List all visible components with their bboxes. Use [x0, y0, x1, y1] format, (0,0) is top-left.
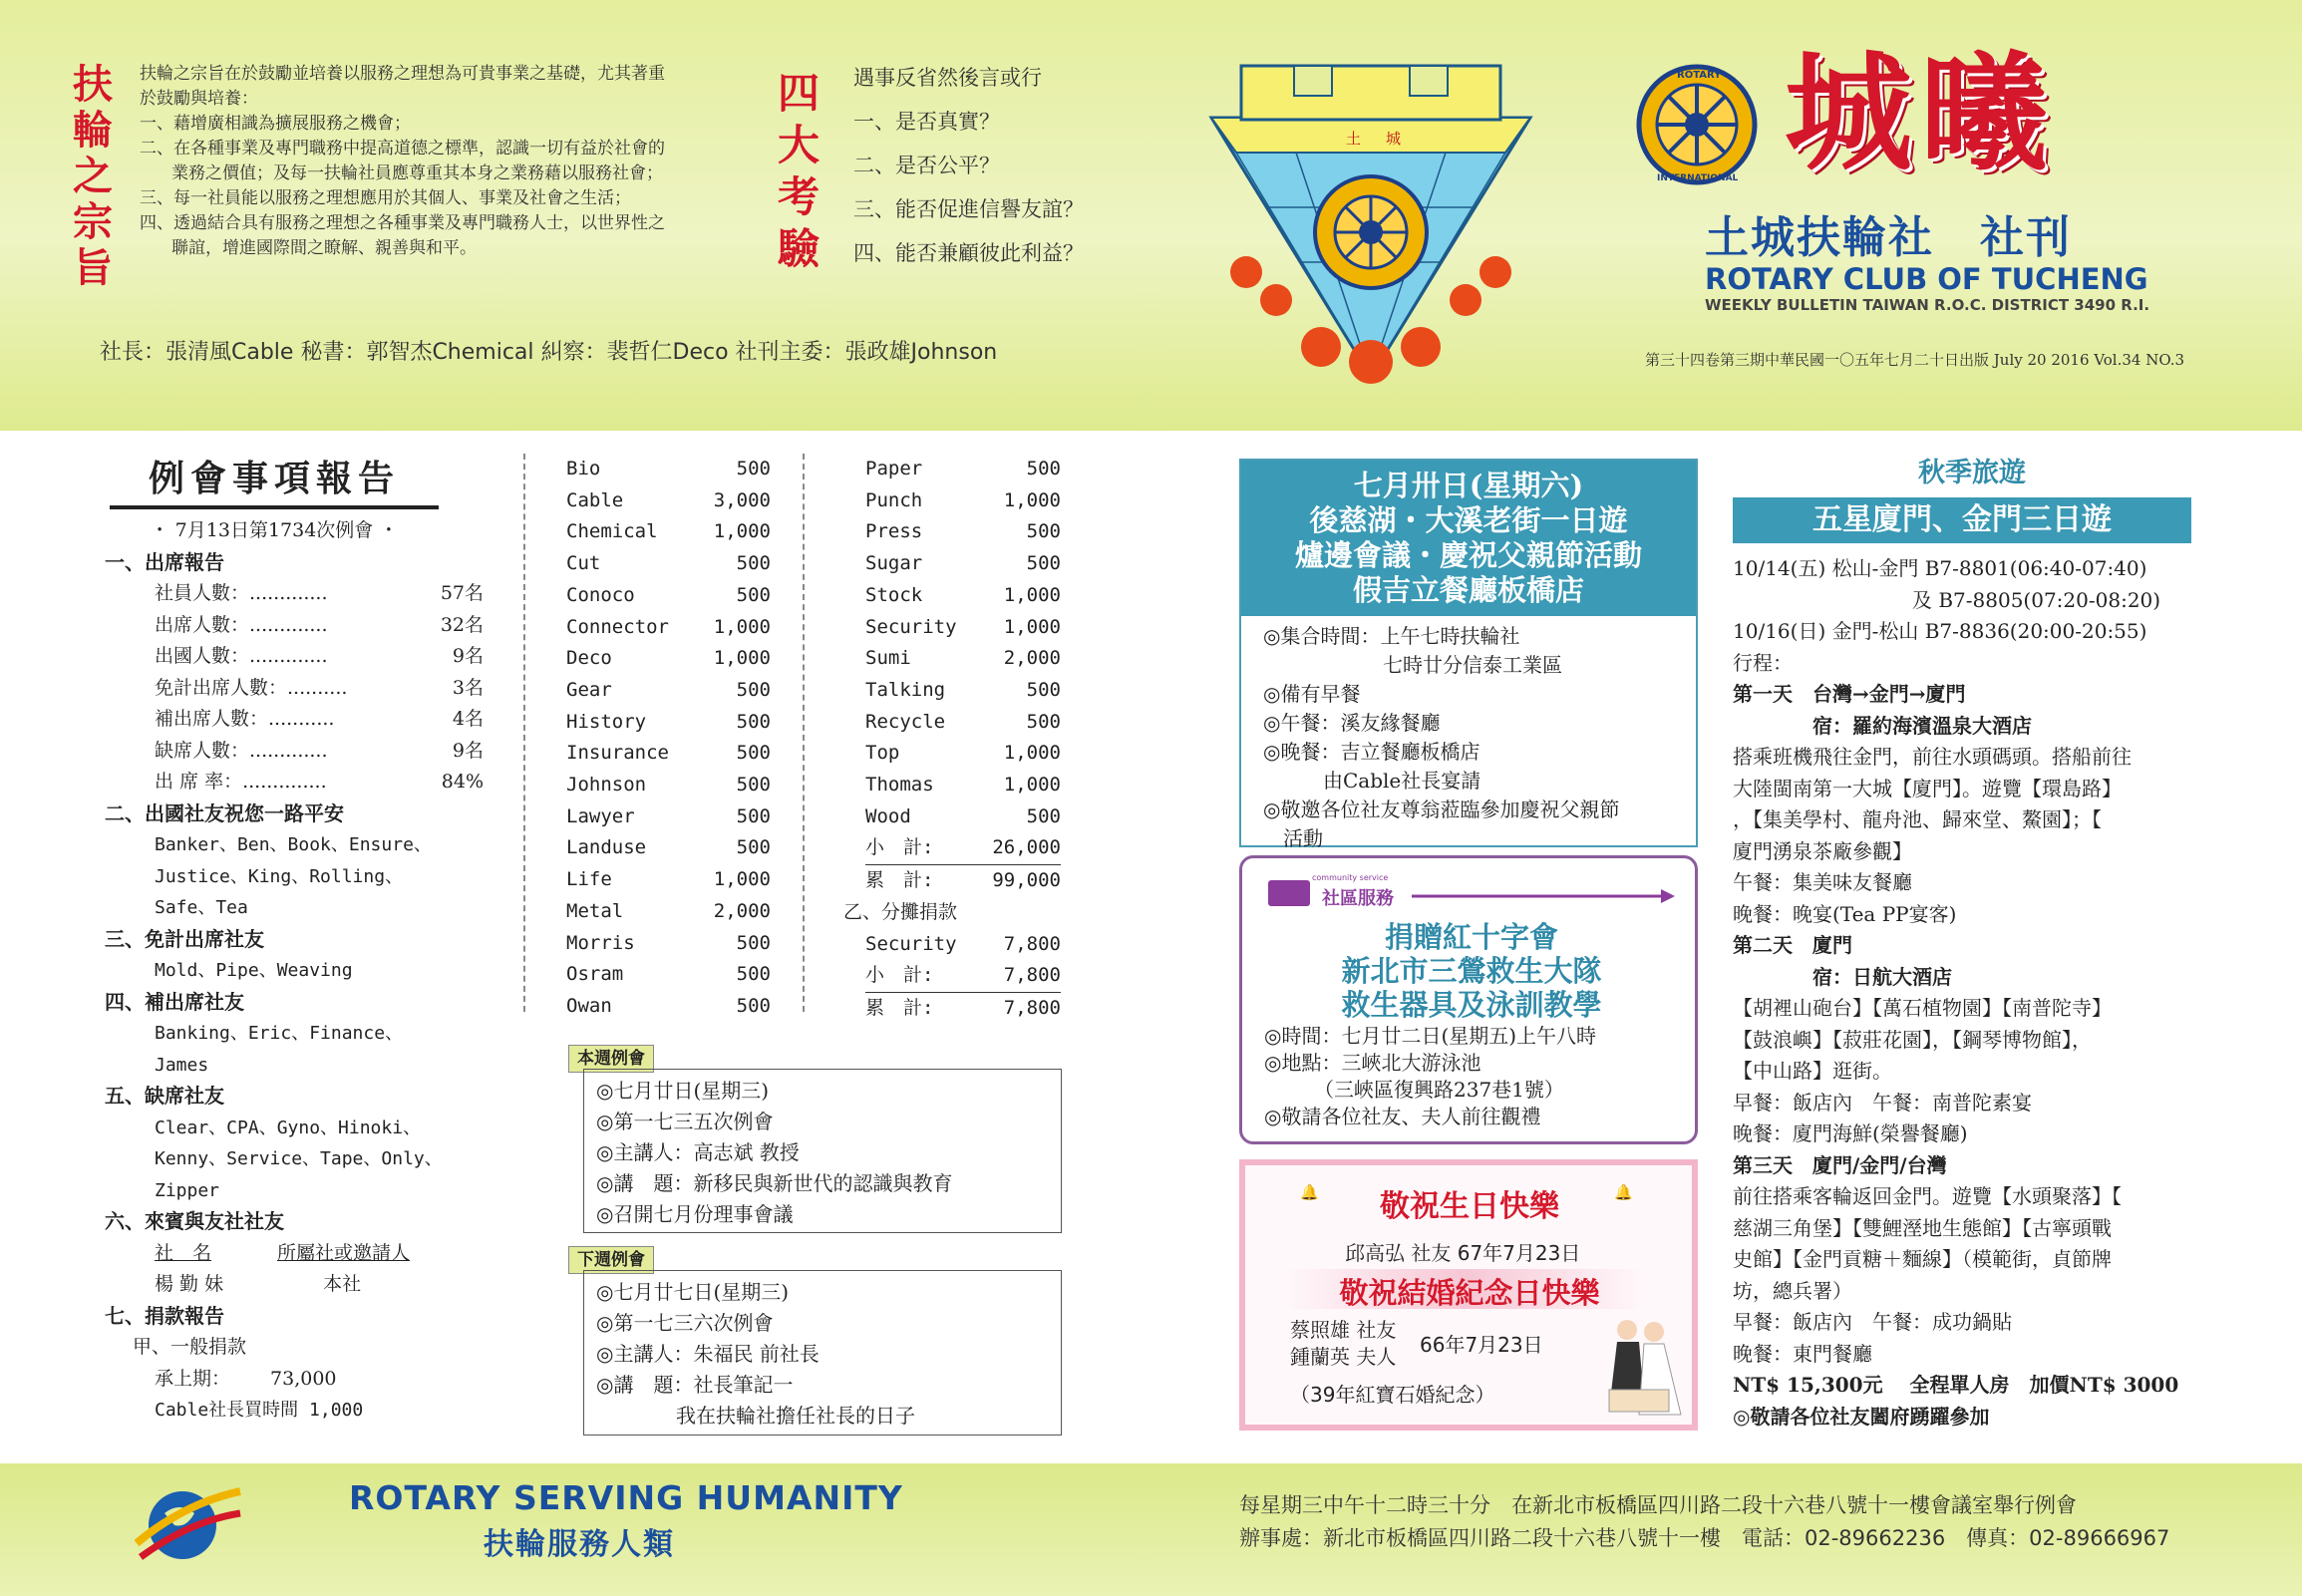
autumn-trip	[1733, 454, 2211, 1433]
donor-name: Life	[566, 868, 612, 891]
donation-row	[566, 738, 771, 770]
wedding-date: 66年7月23日	[1420, 1333, 1543, 1357]
trip-details	[1241, 616, 1696, 859]
donor-name: Top	[865, 742, 900, 765]
aims-title: 扶輪之宗旨	[73, 62, 113, 291]
attendance-label: 社員人數：.............	[155, 582, 328, 604]
donor-amount: 500	[1026, 552, 1061, 575]
meeting-place: 每星期三中午十二時三十分 在新北市板橋區四川路二段十六巷八號十一樓會議室舉行例會	[1239, 1493, 2077, 1517]
itinerary-line: 大陸閩南第一大城【廈門】。遊覽【環島路】	[1733, 776, 2122, 800]
donation-row	[566, 770, 771, 801]
aims-line: 四、透過結合具有服務之理想之各種事業及專門職務人士，以世界性之	[140, 213, 665, 233]
donation-row	[865, 770, 1061, 801]
attendance-label: 出 席 率：..............	[155, 771, 327, 793]
rotary-wheel-logo	[1635, 45, 1760, 194]
member-names: Mold、Pipe、Weaving	[155, 960, 353, 981]
attendance-value: 32名	[440, 613, 484, 636]
aims-line: 二、在各種事業及專門職務中提高道德之標準，認識一切有益於社會的	[140, 139, 665, 159]
donor-name: Paper	[865, 458, 923, 479]
attendance-row	[105, 673, 484, 705]
itinerary-line: 【胡裡山砲台】【萬石植物園】【南普陀寺】	[1733, 996, 2112, 1020]
donation-row	[566, 580, 771, 612]
community-service-box	[1239, 855, 1698, 1144]
donor-amount: 1,000	[713, 520, 771, 543]
itinerary-line: 10/14(五) 松山-金門 B7-8801(06:40-07:40)	[1733, 556, 2147, 580]
donation-list	[566, 454, 771, 1023]
donor-amount: 1,000	[1003, 583, 1061, 606]
attendance-label: 出席人數：.............	[155, 613, 328, 636]
donation-type: 乙、分攤捐款	[843, 900, 958, 923]
itinerary-line: 早餐：飯店內 午餐：南普陀素宴	[1733, 1090, 2032, 1115]
service-line: （三峽區復興路237巷1號）	[1264, 1078, 1564, 1102]
donor-amount: 500	[1026, 678, 1061, 701]
donor-name: Lawyer	[566, 804, 635, 827]
itinerary-line: 搭乘班機飛往金門，前往水頭碼頭。搭船前往	[1733, 745, 2132, 769]
meeting-report	[105, 454, 484, 1427]
donor-amount: 500	[736, 678, 771, 701]
section-heading: 四、補出席社友	[105, 989, 244, 1014]
donor-amount: 1,000	[713, 868, 771, 891]
donation-row	[566, 454, 771, 485]
donor-name: Metal	[566, 899, 624, 922]
donor-amount: 500	[1026, 458, 1061, 479]
donation-row	[566, 801, 771, 833]
donor-name: Gear	[566, 678, 612, 701]
donor-amount: 500	[736, 552, 771, 575]
donor-amount: 1,000	[1003, 488, 1061, 511]
donor-name: Morris	[566, 931, 635, 954]
donor-amount: 2,000	[713, 899, 771, 922]
service-line: ◎時間：七月廿二日(星期五)上午八時	[1264, 1024, 1597, 1048]
itinerary-line: 宿：羅約海濱溫泉大酒店	[1733, 713, 2032, 738]
donation-rows	[865, 454, 1061, 832]
service-title-line: 新北市三鶯救生大隊	[1341, 954, 1602, 988]
itinerary-line: 第一天 台灣→金門→廈門	[1733, 682, 1966, 706]
donor-name: Insurance	[566, 742, 669, 765]
guest-name: 楊 勤 妹	[155, 1273, 224, 1295]
donor-amount: 500	[1026, 520, 1061, 543]
donor-name: Thomas	[865, 774, 934, 797]
donor-amount: 1,000	[1003, 615, 1061, 638]
service-title	[1262, 920, 1681, 1022]
attendance-list	[105, 578, 484, 798]
itinerary	[1733, 553, 2211, 1433]
donor-name: Connector	[566, 615, 669, 638]
service-line: ◎敬請各位社友、夫人前往觀禮	[1264, 1105, 1541, 1128]
wedding-title: 敬祝結婚紀念日快樂	[1339, 1276, 1600, 1310]
donation-row	[566, 959, 771, 991]
section-heading: 二、出國社友祝您一路平安	[105, 800, 344, 825]
itinerary-line: 第三天 廈門/金門/台灣	[1733, 1152, 1947, 1177]
member-names: Banking、Eric、Finance、	[155, 1023, 404, 1044]
total-label: 累 計:	[865, 869, 934, 892]
attendance-value: 3名	[452, 676, 484, 699]
test-item: 四、能否兼顧彼此利益？	[853, 241, 1084, 265]
itinerary-line: 廈門湧泉茶廠參觀】	[1733, 838, 1912, 863]
guest-club: 本社	[323, 1273, 362, 1295]
itinerary-line: 坊，總兵署）	[1733, 1278, 1852, 1303]
aims-list	[140, 62, 728, 261]
donation-row	[865, 643, 1061, 675]
donor-name: Sumi	[865, 647, 911, 670]
wedding-note: （39年紅寶石婚紀念）	[1290, 1383, 1495, 1407]
itinerary-line: 慈湖三角堡】【雙鯉溼地生態館】【古寧頭戰	[1733, 1215, 2112, 1240]
club-name-zh: 土城扶輪社 社刊	[1705, 212, 2072, 263]
autumn-title: 秋季旅遊	[1918, 458, 2026, 488]
donor-amount: 500	[736, 804, 771, 827]
donor-name: Cable	[566, 488, 624, 511]
brand-title: 城曦	[1785, 40, 2057, 188]
guest-row	[105, 1269, 484, 1301]
wedding-name: 鍾蘭英 夫人	[1290, 1345, 1397, 1369]
celebration-box	[1239, 1159, 1698, 1431]
member-names: Zipper	[155, 1179, 220, 1201]
total-value: 99,000	[992, 869, 1061, 892]
donor-name: Wood	[865, 804, 911, 827]
trip-heading-line: 後慈湖・大溪老街一日遊	[1309, 503, 1628, 537]
this-week-line: ◎第一七三五次例會	[596, 1110, 774, 1133]
aims-line: 於鼓勵與培養：	[140, 89, 258, 109]
donation-row	[865, 516, 1061, 548]
donation-row	[566, 675, 771, 707]
donation-row	[865, 929, 1061, 961]
donor-amount: 500	[736, 836, 771, 859]
service-title-line: 捐贈紅十字會	[1384, 920, 1558, 954]
footer-slogan-en: ROTARY SERVING HUMANITY	[349, 1478, 903, 1517]
attendance-value: 84%	[441, 771, 484, 793]
total-label: 累 計:	[865, 996, 934, 1019]
section-heading: 六、來賓與友社社友	[105, 1209, 284, 1233]
donor-amount: 500	[736, 963, 771, 986]
guest-col-club: 所屬社或邀請人	[277, 1241, 411, 1264]
tests-intro: 遇事反省然後言或行	[853, 66, 1042, 90]
total-row	[865, 865, 1061, 897]
donor-amount: 500	[736, 458, 771, 479]
member-names: James	[155, 1054, 209, 1076]
donation-type: 甲、一般捐款	[133, 1336, 247, 1358]
next-week-line: ◎主講人：朱福民 前社長	[596, 1342, 820, 1366]
four-way-test	[853, 62, 1152, 269]
birthday-title: 敬祝生日快樂	[1380, 1189, 1559, 1224]
total-row	[865, 993, 1061, 1025]
donor-amount: 1,000	[1003, 742, 1061, 765]
tests-title: 四大考驗	[777, 69, 820, 273]
donor-name: Punch	[865, 488, 923, 511]
itinerary-line: 行程：	[1733, 650, 1793, 675]
donation-row	[566, 991, 771, 1023]
trip-line: ◎集合時間：上午七時扶輪社	[1263, 624, 1520, 648]
aims-line: 業務之價值；及每一扶輪社員應尊重其本身之業務藉以服務社會；	[171, 163, 663, 183]
badge-text: 社區服務	[1322, 888, 1394, 909]
itinerary-line: 及 B7-8805(07:20-08:20)	[1733, 587, 2161, 612]
this-week-box	[583, 1069, 1062, 1233]
wedding-couple-icon	[1599, 1310, 1684, 1420]
donation-row	[566, 864, 771, 896]
itinerary-line: 宿：日航大酒店	[1733, 964, 1952, 989]
bell-icon: 🔔	[1614, 1183, 1633, 1201]
member-names: Kenny、Service、Tape、Only、	[155, 1148, 443, 1169]
itinerary-line: 晚餐：晚宴(Tea PP宴客)	[1733, 901, 1957, 926]
donation-line: Cable社長買時間 1,000	[155, 1400, 364, 1421]
publication-info: 第三十四卷第三期中華民國一〇五年七月二十日出版 July 20 2016 Vol.34 NO.3	[1645, 351, 2185, 369]
emblem-char: 城	[1386, 130, 1402, 148]
section-heading: 三、免計出席社友	[105, 926, 264, 951]
donor-amount: 7,800	[1003, 932, 1061, 955]
attendance-row	[105, 736, 484, 768]
donation-row	[566, 548, 771, 580]
test-item: 一、是否真實？	[853, 110, 1000, 134]
brand-area	[1635, 40, 2283, 384]
attendance-label: 免計出席人數：..........	[155, 676, 348, 699]
attendance-row	[105, 578, 484, 610]
donor-amount: 3,000	[713, 488, 771, 511]
aims-line: 三、每一社員能以服務之理想應用於其個人、事業及社會之生活；	[140, 188, 631, 208]
donor-name: Sugar	[865, 552, 923, 575]
itinerary-line: 【鼓浪嶼】【菽莊花園】，【鋼琴博物館】，	[1733, 1027, 2092, 1052]
itinerary-line: ◎敬請各位社友闔府踴躍參加	[1733, 1404, 1990, 1429]
donation-row	[865, 707, 1061, 739]
itinerary-line: NT$ 15,300元 全程單人房 加價NT$ 3000	[1733, 1373, 2179, 1397]
badge-en: community service	[1312, 873, 1389, 882]
donor-amount: 1,000	[713, 615, 771, 638]
carry-over-row	[105, 1364, 484, 1396]
this-week-line: ◎召開七月份理事會議	[596, 1202, 794, 1226]
emblem-char: 土	[1346, 130, 1362, 148]
trip-heading	[1241, 461, 1696, 616]
next-week-line: 我在扶輪社擔任社長的日子	[596, 1404, 915, 1428]
donation-row	[865, 675, 1061, 707]
subtotal-row	[865, 832, 1061, 865]
attendance-row	[105, 767, 484, 798]
donor-amount: 500	[1026, 804, 1061, 827]
attendance-value: 9名	[452, 645, 484, 667]
itinerary-line: 晚餐：廈門海鮮(榮譽餐廳)	[1733, 1121, 1968, 1145]
subtotal-value: 26,000	[992, 836, 1061, 859]
total-value: 7,800	[1003, 996, 1061, 1019]
donor-name: Security	[865, 615, 957, 638]
next-week-line: ◎第一七三六次例會	[596, 1311, 774, 1335]
section-heading: 一、出席報告	[105, 549, 224, 574]
donor-amount: 500	[736, 994, 771, 1017]
itinerary-line: 第二天 廈門	[1733, 933, 1852, 957]
donor-name: Deco	[566, 647, 612, 670]
member-names: Justice、King、Rolling、	[155, 865, 404, 887]
carry-value: 73,000	[270, 1367, 337, 1390]
donation-row	[566, 707, 771, 739]
donor-amount: 500	[1026, 710, 1061, 733]
donor-name: Security	[865, 932, 957, 955]
column-divider	[803, 454, 805, 1012]
donor-amount: 1,000	[713, 647, 771, 670]
donor-name: Stock	[865, 583, 923, 606]
donation-row	[566, 928, 771, 960]
section-heading: 七、捐款報告	[105, 1303, 224, 1328]
donation-row	[566, 612, 771, 644]
bell-icon: 🔔	[1300, 1183, 1319, 1201]
birthday-line: 邱高弘 社友 67年7月23日	[1345, 1241, 1581, 1265]
trip-line: ◎備有早餐	[1263, 682, 1361, 706]
next-week-tag: 下週例會	[568, 1246, 654, 1274]
donation-row	[566, 485, 771, 517]
itinerary-line: 前往搭乘客輪返回金門。遊覽【水頭聚落】【	[1733, 1184, 2122, 1208]
donation-row	[865, 580, 1061, 612]
member-names: Banker、Ben、Book、Ensure、	[155, 834, 432, 855]
donor-amount: 1,000	[1003, 774, 1061, 797]
itinerary-line: 午餐：集美味友餐廳	[1733, 870, 1912, 894]
trip-line: 七時廿分信泰工業區	[1263, 653, 1562, 677]
subtotal-label: 小 計:	[865, 964, 934, 987]
aims-line: 聯誼，增進國際間之瞭解、親善與和平。	[171, 238, 477, 258]
itinerary-line: 【中山路】逛街。	[1733, 1059, 1892, 1083]
attendance-value: 4名	[452, 708, 484, 730]
footer-slogan-zh: 扶輪服務人類	[484, 1527, 675, 1562]
trip-heading-line: 假吉立餐廳板橋店	[1352, 573, 1584, 607]
donation-row	[566, 896, 771, 928]
fathers-day-trip-box	[1239, 459, 1698, 850]
this-week-tag: 本週例會	[568, 1045, 654, 1073]
trip-line: 由Cable社長宴請	[1263, 769, 1481, 793]
donor-amount: 500	[736, 583, 771, 606]
club-name-en: ROTARY CLUB OF TUCHENG	[1705, 262, 2148, 296]
report-title: 例會事項報告	[110, 454, 439, 509]
officers-line: 社長：張清風Cable 秘書：郭智杰Chemical 糾察：裴哲仁Deco 社刊主委：張政雄Johnson	[100, 340, 998, 365]
member-names: Safe、Tea	[155, 897, 248, 918]
itinerary-line: ，【集美學村、龍舟池、歸來堂、鰲園】；【	[1733, 807, 2102, 831]
donor-name: Conoco	[566, 583, 635, 606]
castle-diamond-emblem	[1206, 58, 1535, 387]
donor-name: History	[566, 710, 647, 733]
itinerary-line: 晚餐：東門餐廳	[1733, 1341, 1872, 1366]
donation-row	[566, 516, 771, 548]
next-week-box	[583, 1270, 1062, 1436]
guest-table-header	[105, 1238, 484, 1270]
service-title-line: 救生器具及泳訓教學	[1341, 988, 1602, 1022]
donor-amount: 2,000	[1003, 647, 1061, 670]
donor-name: Cut	[566, 552, 601, 575]
this-week-line: ◎講 題：新移民與新世代的認識與教育	[596, 1171, 953, 1195]
donation-row	[865, 454, 1061, 485]
trip-heading-line: 爐邊會議・慶祝父親節活動	[1294, 538, 1642, 572]
donation-row	[865, 485, 1061, 517]
donation-row	[865, 738, 1061, 770]
office-contact: 辦事處：新北市板橋區四川路二段十六巷八號十一樓 電話：02-89662236 傳真：02-89666967	[1239, 1526, 2170, 1550]
donor-name: Recycle	[865, 710, 946, 733]
donor-name: Johnson	[566, 774, 647, 797]
aims-line: 一、藉增廣相識為擴展服務之機會；	[140, 114, 411, 134]
donor-amount: 500	[736, 774, 771, 797]
this-week-line: ◎主講人：高志斌 教授	[596, 1140, 800, 1164]
trip-heading-line: 七月卅日(星期六)	[1353, 469, 1584, 502]
column-divider	[523, 454, 525, 1012]
club-sub-en: WEEKLY BULLETIN TAIWAN R.O.C. DISTRICT 3490 R.I.	[1705, 296, 2150, 314]
meeting-number: ・ 7月13日第1734次例會 ・	[150, 519, 399, 541]
itinerary-line: 早餐：飯店內 午餐：成功鍋貼	[1733, 1310, 2012, 1334]
section-heading: 五、缺席社友	[105, 1084, 224, 1108]
donor-amount: 500	[736, 931, 771, 954]
autumn-subtitle: 五星廈門、金門三日遊	[1733, 497, 2191, 543]
test-item: 三、能否促進信譽友誼？	[853, 197, 1084, 221]
donation-row	[865, 801, 1061, 833]
member-names: Clear、CPA、Gyno、Hinoki、	[155, 1117, 422, 1138]
wedding-names	[1290, 1317, 1396, 1371]
community-service-banner	[1262, 866, 1681, 916]
trip-line: ◎午餐：溪友緣餐廳	[1263, 711, 1441, 735]
this-week-line: ◎七月廿日(星期三)	[596, 1079, 770, 1103]
attendance-row	[105, 704, 484, 736]
subtotal-row	[865, 960, 1061, 993]
logo-ring-text: INTERNATIONAL	[1657, 173, 1739, 183]
next-week-line: ◎講 題：社長筆記一	[596, 1373, 794, 1397]
trip-line: 活動	[1263, 826, 1323, 850]
trip-line: ◎敬邀各位社友尊翁蒞臨參加慶祝父親節	[1263, 798, 1620, 821]
service-line: ◎地點：三峽北大游泳池	[1264, 1051, 1481, 1075]
donor-name: Landuse	[566, 836, 647, 859]
carry-label: 承上期：	[155, 1367, 231, 1390]
donation-row	[865, 612, 1061, 644]
test-item: 二、是否公平？	[853, 154, 1000, 177]
donation-row	[566, 832, 771, 864]
attendance-label: 缺席人數：.............	[155, 739, 328, 762]
donor-amount: 500	[736, 710, 771, 733]
subtotal-value: 7,800	[1003, 964, 1061, 987]
donor-name: Talking	[865, 678, 946, 701]
donor-name: Osram	[566, 963, 624, 986]
wedding-name: 蔡照雄 社友	[1290, 1318, 1397, 1342]
donation-row	[865, 548, 1061, 580]
logo-ring-text: ROTARY	[1677, 70, 1722, 81]
donor-name: Owan	[566, 994, 612, 1017]
itinerary-line: 史館】【金門貢糖＋麵線】（模範街，貞節牌	[1733, 1247, 2112, 1271]
attendance-value: 57名	[440, 582, 484, 604]
attendance-row	[105, 610, 484, 642]
service-details	[1264, 1023, 1596, 1130]
aims-line: 扶輪之宗旨在於鼓勵並培養以服務之理想為可貴事業之基礎，尤其著重	[140, 64, 665, 84]
attendance-label: 補出席人數：...........	[155, 708, 335, 730]
donation-row	[566, 643, 771, 675]
trip-line: ◎晚餐：吉立餐廳板橋店	[1263, 740, 1480, 764]
itinerary-line: 10/16(日) 金門-松山 B7-8836(20:00-20:55)	[1733, 619, 2147, 643]
guest-col-name: 社 名	[155, 1241, 212, 1264]
attendance-value: 9名	[452, 739, 484, 762]
donor-name: Chemical	[566, 520, 658, 543]
attendance-row	[105, 641, 484, 673]
donation-list	[843, 454, 1061, 1025]
rotary-globe-logo	[135, 1473, 244, 1573]
donor-name: Press	[865, 520, 923, 543]
subtotal-label: 小 計:	[865, 836, 934, 859]
next-week-line: ◎七月廿七日(星期三)	[596, 1280, 790, 1304]
donor-name: Bio	[566, 458, 601, 479]
footer-address	[1239, 1489, 2169, 1555]
attendance-label: 出國人數：.............	[155, 645, 328, 667]
donor-amount: 500	[736, 742, 771, 765]
